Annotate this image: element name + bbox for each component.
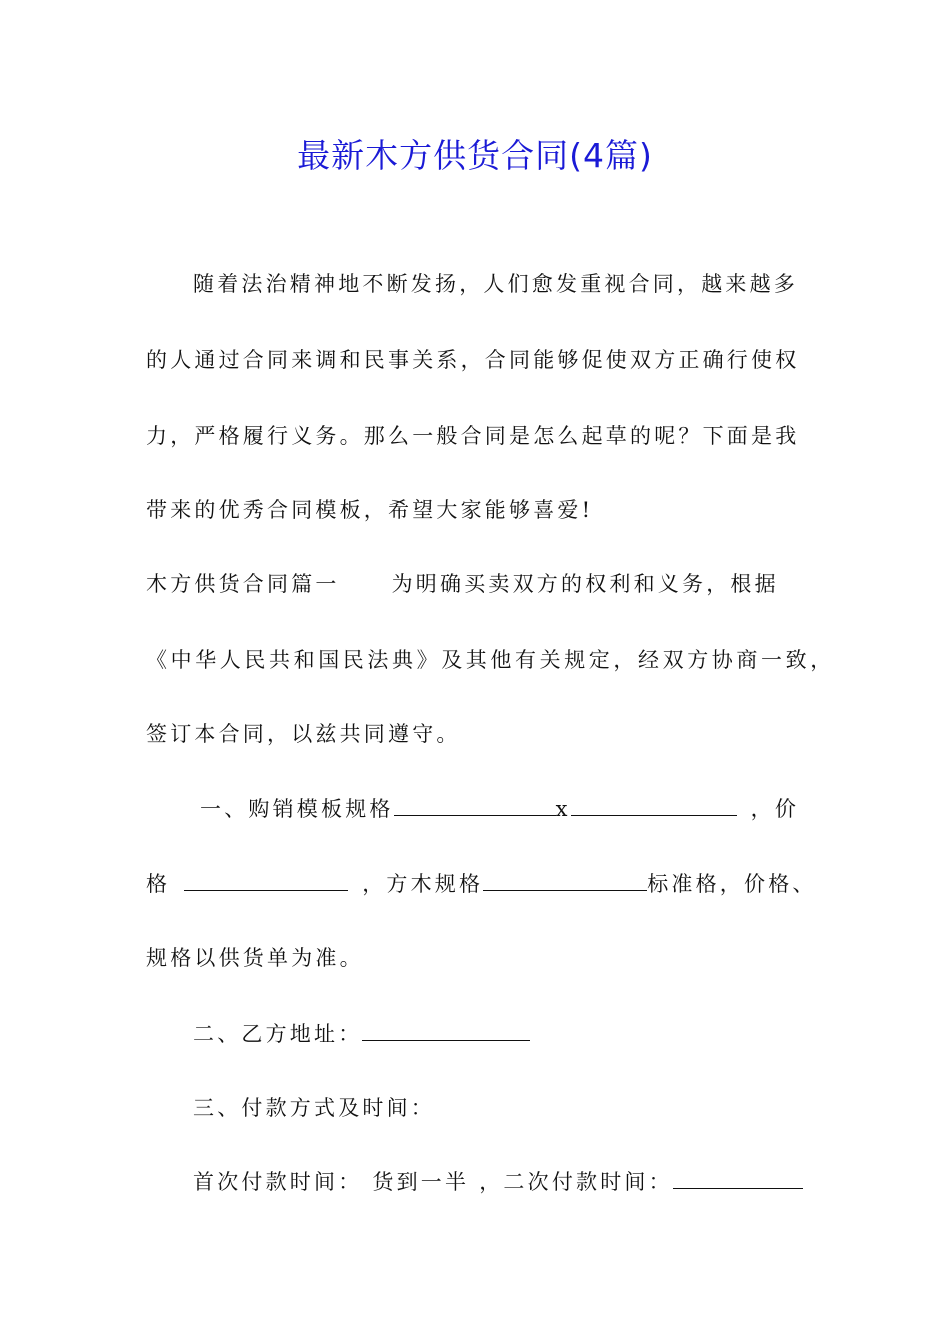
intro-line-4: 带来的优秀合同模板，希望大家能够喜爱! bbox=[146, 498, 594, 522]
clause-1-comma: ，方木规格 bbox=[362, 872, 484, 896]
payment-line bbox=[193, 1168, 873, 1196]
clause-1-label: 一、购销模板规格 bbox=[200, 797, 394, 821]
clause-1-tail: 标准格，价格、 bbox=[647, 872, 817, 896]
payment-first-value: 货到一半 bbox=[372, 1170, 470, 1194]
blank-address[interactable] bbox=[362, 1020, 530, 1041]
section-line-2: 《中华人民共和国民法典》及其他有关规定，经双方协商一致， bbox=[146, 648, 835, 672]
document-title: 最新木方供货合同(4篇) bbox=[297, 136, 653, 175]
clause-1-price-tail: ，价 bbox=[750, 797, 800, 821]
intro-line-2: 的人通过合同来调和民事关系，合同能够促使双方正确行使权 bbox=[146, 348, 800, 372]
intro-line-1: 随着法治精神地不断发扬，人们愈发重视合同，越来越多 bbox=[193, 272, 798, 296]
blank-spec-width[interactable] bbox=[394, 795, 556, 816]
clause-1-line-2 bbox=[146, 870, 826, 898]
blank-spec-length[interactable] bbox=[571, 795, 737, 816]
clause-3-line: 三、付款方式及时间： bbox=[193, 1096, 435, 1120]
clause-2-line bbox=[193, 1020, 873, 1048]
blank-second-payment-time[interactable] bbox=[673, 1168, 803, 1189]
section-text-1: 为明确买卖双方的权利和义务，根据 bbox=[391, 572, 779, 596]
clause-1-x: x bbox=[555, 797, 571, 821]
section-line-1 bbox=[146, 570, 826, 598]
intro-line-3: 力，严格履行义务。那么一般合同是怎么起草的呢？下面是我 bbox=[146, 424, 800, 448]
clause-1-line-3: 规格以供货单为准。 bbox=[146, 946, 364, 970]
payment-second-label: ，二次付款时间： bbox=[479, 1170, 673, 1194]
section-heading: 木方供货合同篇一 bbox=[146, 572, 340, 596]
blank-price[interactable] bbox=[184, 870, 348, 891]
clause-1-price-start: 格 bbox=[146, 872, 171, 896]
blank-wood-spec[interactable] bbox=[483, 870, 647, 891]
payment-first-label: 首次付款时间： bbox=[193, 1170, 363, 1194]
clause-1-line-1 bbox=[200, 795, 880, 823]
section-line-3: 签订本合同，以兹共同遵守。 bbox=[146, 722, 461, 746]
clause-2-label: 二、乙方地址： bbox=[193, 1022, 363, 1046]
